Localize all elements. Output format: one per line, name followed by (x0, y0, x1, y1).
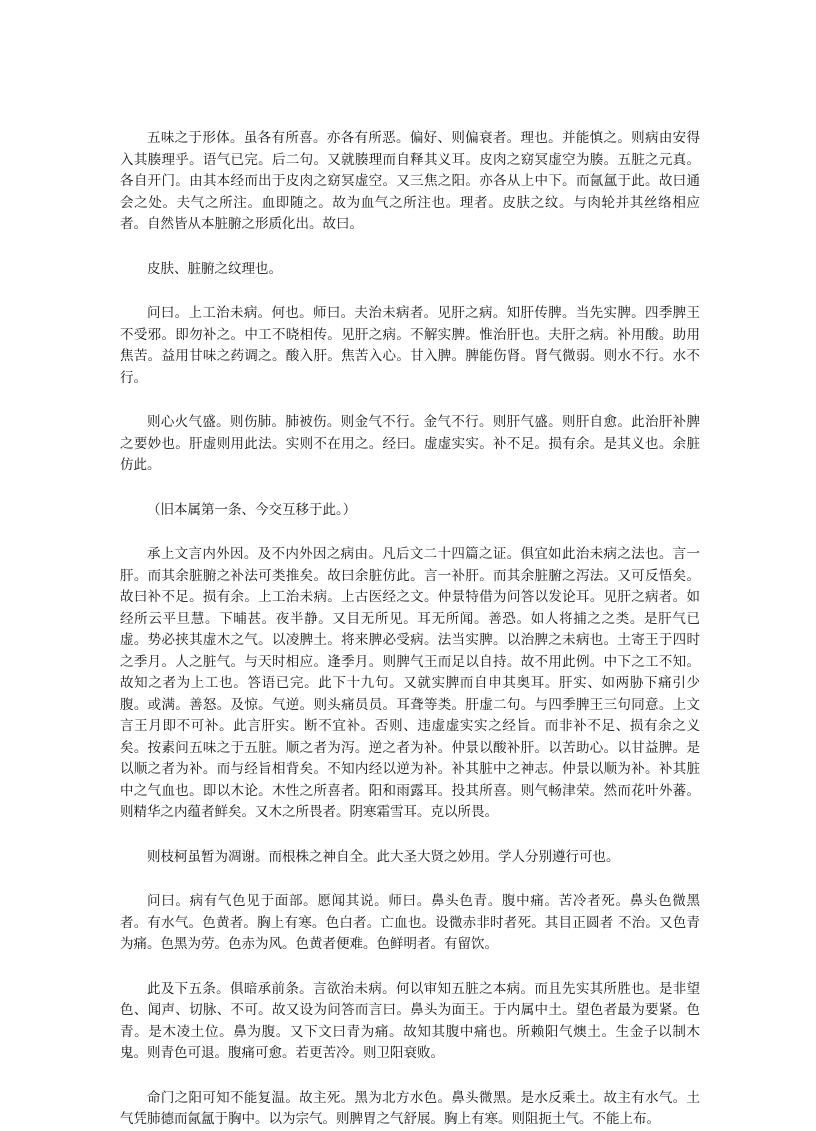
paragraph: 承上文言内外因。及不内外因之病由。凡后文二十四篇之证。俱宜如此治未病之法也。言一肝。而其余脏腑之补法可类推矣。故曰余脏仿此。言一补肝。而其余脏腑之泻法。又可反悟矣。故曰补不足。损有余。上工治未病。上古医经之文。仲景特借为问答以发论耳。见肝之病者。如经所云平旦慧。下晡甚。夜半静。又目无所见。耳无所闻。善恐。如人将捕之之类。是肝气已虚。势必挟其虚木之气。以凌脾土。将来脾必受病。法当实脾。以治脾之未病也。土寄王于四时之季月。人之脏气。与天时相应。逢季月。则脾气王而足以自持。故不用此例。中下之工不知。故知之者为上工也。答语已完。此下十九句。又就实脾而自申其奥耳。肝实、如两胁下痛引少腹。或满。善怒。及惊。气逆。则头痛员员。耳聋等类。肝虚二句。与四季脾王三句同意。上文言王月即不可补。此言肝实。断不宜补。否则、违虚虚实实之经旨。而非补不足、损有余之义矣。按素问五味之于五脏。顺之者为泻。逆之者为补。仲景以酸补肝。以苦助心。以甘益脾。是以顺之者为补。而与经旨相背矣。不知内经以逆为补。补其脏中之神志。仲景以顺为补。补其脏中之气血也。即以木论。木性之所喜者。阳和雨露耳。投其所喜。则气畅津荣。然而花叶外蕃。则精华之内蕴者鲜矣。又木之所畏者。阴寒霜雪耳。克以所畏。 (120, 546, 700, 820)
paragraph-note: （旧本属第一条、今交互移于此。） (147, 501, 357, 518)
document-page (120, 128, 700, 1131)
paragraph: 五味之于形体。虽各有所喜。亦各有所恶。偏好、则偏衰者。理也。并能慎之。则病由安得入其腠理乎。语气已完。后二句。又就腠理而自释其义耳。皮肉之窈冥虚空为腠。五脏之元真。各自开门。由其本经而出于皮肉之窈冥虚空。又三焦之阳。亦各从上中下。而氤氲于此。故曰通会之处。夫气之所注。血即随之。故为血气之所注也。理者。皮肤之纹。与肉轮并其丝络相应者。自然皆从本脏腑之形质化出。故曰。 (120, 130, 700, 232)
paragraph: 问曰。上工治未病。何也。师曰。夫治未病者。见肝之病。知肝传脾。当先实脾。四季脾王不受邪。即勿补之。中工不晓相传。见肝之病。不解实脾。惟治肝也。夫肝之病。补用酸。助用焦苦。益用甘味之药调之。酸入肝。焦苦入心。甘入脾。脾能伤肾。肾气微弱。则水不行。水不行。 (120, 305, 700, 386)
paragraph: 则心火气盛。则伤肺。肺被伤。则金气不行。金气不行。则肝气盛。则肝自愈。此治肝补脾之要妙也。肝虚则用此法。实则不在用之。经曰。虚虚实实。补不足。损有余。是其义也。余脏仿此。 (120, 414, 700, 473)
paragraph: 命门之阳可知不能复温。故主死。黑为北方水色。鼻头微黑。是水反乘土。故主有水气。土气凭肺德而氤氲于胸中。以为宗气。则脾胃之气舒展。胸上有寒。则阻扼土气。不能上布。 (120, 1089, 700, 1127)
paragraph: 此及下五条。俱暗承前条。言欲治未病。何以审知五脏之本病。而且先实其所胜也。是非望色、闻声、切脉、不可。故又设为问答而言曰。鼻头为面王。于内属中土。望色者最为要紧。色青。是木凌土位。鼻为腹。又下文曰青为痛。故知其腹中痛也。所赖阳气燠土。生金子以制木鬼。则青色可退。腹痛可愈。若更苦冷。则卫阳衰败。 (120, 980, 700, 1061)
paragraph: 皮肤、脏腑之纹理也。 (147, 260, 282, 277)
paragraph: 问曰。病有气色见于面部。愿闻其说。师曰。鼻头色青。腹中痛。苦冷者死。鼻头色微黑者。有水气。色黄者。胸上有寒。色白者。亡血也。设微赤非时者死。其目正圆者 不治。又色青为痛。色黑为劳。色赤为风。色黄者便难。色鲜明者。有留饮。 (120, 893, 700, 952)
paragraph: 则枝柯虽暂为凋谢。而根株之神自全。此大圣大贤之妙用。学人分别遵行可也。 (147, 848, 620, 865)
